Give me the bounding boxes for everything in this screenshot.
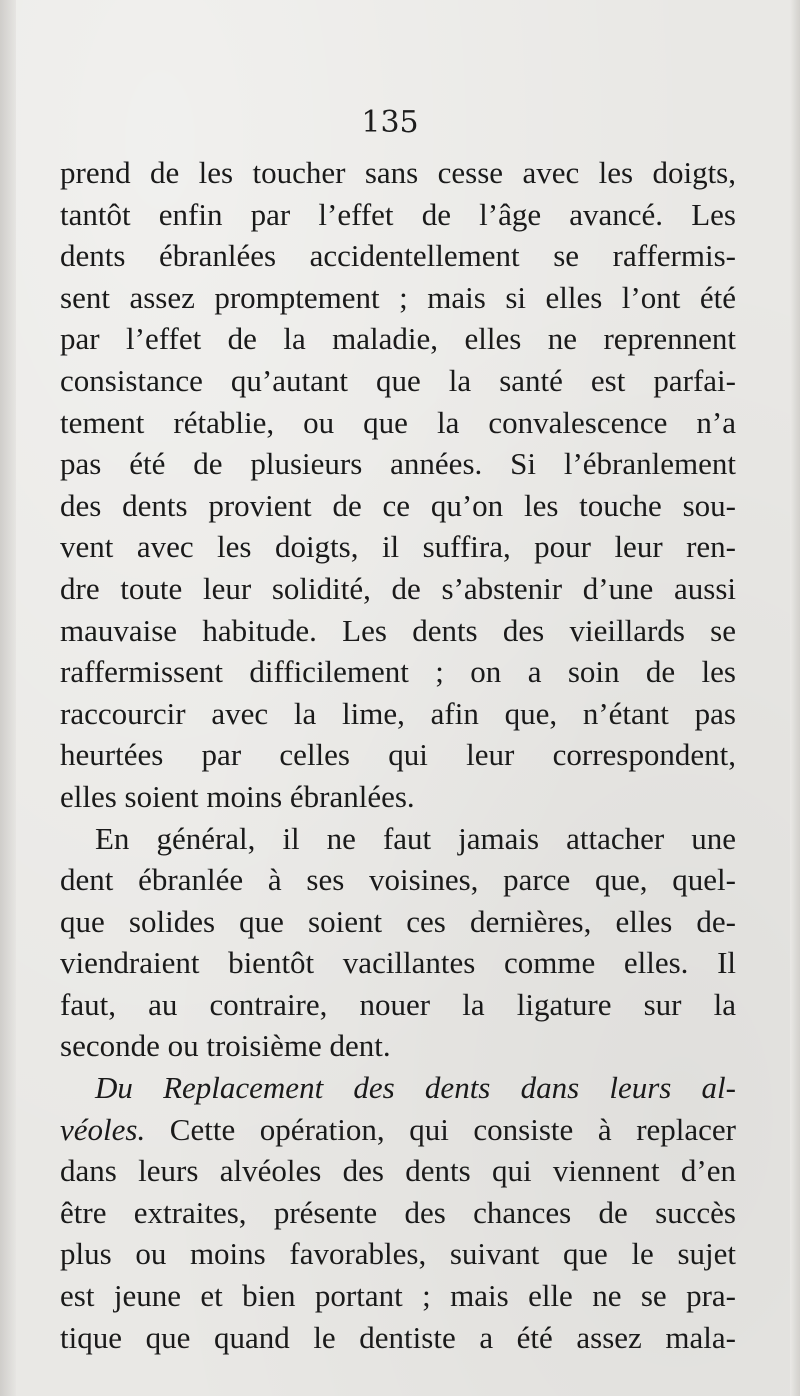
text-line: faut, au contraire, nouer la ligature sur la [60,986,736,1022]
text-line: dents ébranlées accidentellement se raffermis- [60,238,736,274]
page-binding-shadow [0,0,16,1396]
section-heading-line-2 [60,1109,736,1151]
text-line: consistance qu’autant que la santé est parfai- [60,362,736,398]
text-line: plus ou moins favorables, suivant que le sujet [60,1236,736,1272]
text-line: être extraites, présente des chances de succès [60,1194,736,1230]
page-number: 135 [361,105,419,140]
text-line: vent avec les doigts, il suffira, pour leur ren- [60,529,736,565]
text-line: tantôt enfin par l’effet de l’âge avancé. Les [60,196,736,232]
text-line: tique que quand le dentiste a été assez mala- [60,1319,736,1355]
text-line: des dents provient de ce qu’on les touche sou- [60,487,736,523]
text-line: raccourcir avec la lime, afin que, n’étant pas [60,695,736,731]
text-line: seconde ou troisième dent. [60,1028,391,1064]
text-line: heurtées par celles qui leur correspondent, [60,737,736,773]
text-line: prend de les toucher sans cesse avec les doigts, [60,155,736,190]
section-text: Cette opération, qui consiste à replacer [145,1111,736,1147]
text-line: que solides que soient ces dernières, elles de- [60,903,736,939]
section-heading-line: Du Replacement des dents dans leurs al- [95,1070,736,1106]
text-line: elles soient moins ébranlées. [60,778,415,814]
text-line: raffermissent difficilement ; on a soin de les [60,654,736,690]
text-line: En général, il ne faut jamais attacher une [95,820,736,856]
text-line: dre toute leur solidité, de s’abstenir d’une aussi [60,570,736,606]
text-line: dent ébranlée à ses voisines, parce que, quel- [60,862,736,898]
text-line: mauvaise habitude. Les dents des vieillards se [60,612,736,648]
text-line: par l’effet de la maladie, elles ne reprennent [60,321,736,357]
text-line: pas été de plusieurs années. Si l’ébranlement [60,446,736,482]
page-body [60,152,736,1358]
text-line: est jeune et bien portant ; mais elle ne se pra- [60,1278,736,1314]
text-line: sent assez promptement ; mais si elles l’ont été [60,279,736,315]
page-edge-shadow [790,0,800,1396]
text-line: viendraient bientôt vacillantes comme elles. Il [60,945,736,981]
section-heading-end: véoles. [60,1111,146,1147]
text-line: tement rétablie, ou que la convalescence n’a [60,404,736,440]
text-line: dans leurs alvéoles des dents qui viennent d’en [60,1153,736,1189]
